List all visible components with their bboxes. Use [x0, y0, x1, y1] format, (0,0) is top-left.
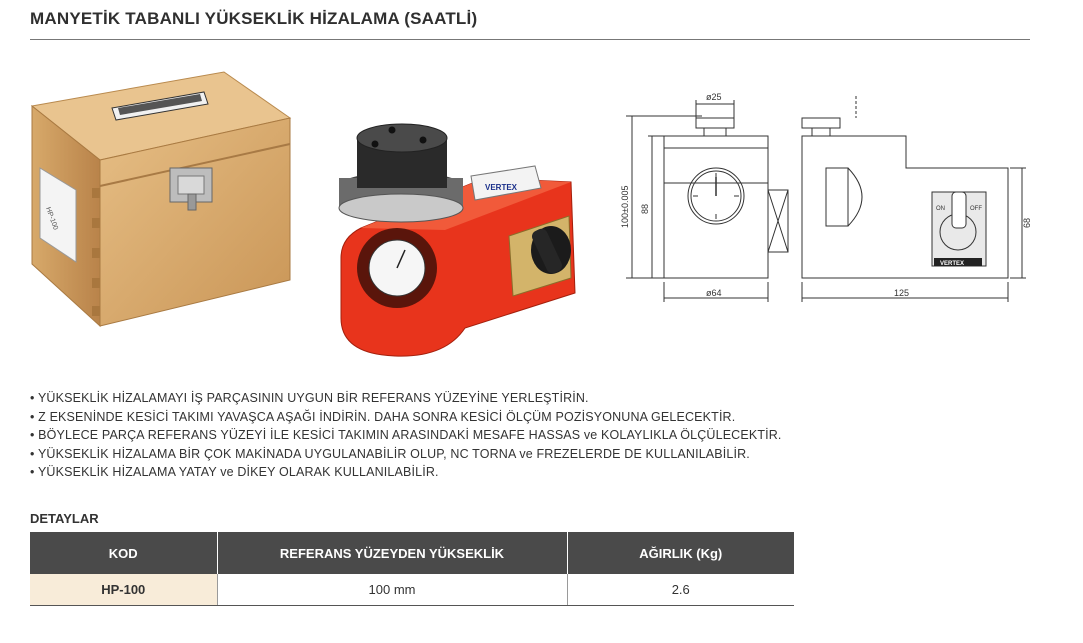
header-code: KOD [30, 532, 217, 574]
cell-code: HP-100 [30, 574, 217, 606]
dim-height-68: 68 [1022, 217, 1032, 228]
gauge-brand: VERTEX [485, 183, 518, 192]
page-title: MANYETİK TABANLI YÜKSEKLİK HİZALAMA (SAATLİ) [30, 9, 478, 28]
switch-off-label: OFF [970, 206, 982, 212]
header-height: REFERANS YÜZEYDEN YÜKSEKLİK [217, 532, 567, 574]
header-weight: AĞIRLIK (Kg) [567, 532, 794, 574]
table-header-row [30, 532, 794, 574]
list-item: • YÜKSEKLİK HİZALAMA BİR ÇOK MAKİNADA UYGULANABİLİR OLUP, NC TORNA ve FREZELERDE DE KULLANILABİLİR. [30, 445, 782, 464]
dim-height-88: 88 [640, 203, 650, 214]
dim-height-100: 100±0.005 [620, 185, 630, 228]
wooden-box-image [28, 68, 298, 330]
list-item: • BÖYLECE PARÇA REFERANS YÜZEYİ İLE KESİCİ TAKIMIN ARASINDAKİ MESAFE HASSAS ve KOLAYLIKLA ÖLÇÜLECEKTİR. [30, 426, 782, 445]
switch-on-label: ON [936, 206, 945, 212]
cell-weight: 2.6 [567, 574, 794, 606]
dim-diameter-64: ø64 [706, 288, 722, 298]
drawing-brand: VERTEX [940, 261, 965, 267]
box-label: HP-100 [44, 206, 59, 231]
title-divider [30, 39, 1030, 40]
details-table [30, 532, 794, 606]
dim-diameter-25: ø25 [706, 92, 722, 102]
table-row [30, 574, 794, 606]
list-item: • YÜKSEKLİK HİZALAMA YATAY ve DİKEY OLARAK KULLANILABİLİR. [30, 463, 782, 482]
details-heading: DETAYLAR [30, 511, 99, 526]
list-item: • YÜKSEKLİK HİZALAMAYI İŞ PARÇASININ UYGUN BİR REFERANS YÜZEYİNE YERLEŞTİRİN. [30, 389, 782, 408]
dim-length-125: 125 [894, 288, 910, 298]
height-setter-image [335, 118, 590, 360]
instructions-list [30, 389, 782, 482]
list-item: • Z EKSENİNDE KESİCİ TAKIMI YAVAŞCA AŞAĞI İNDİRİN. DAHA SONRA KESİCİ ÖLÇÜM POZİSYONUNA GELECEKTİR. [30, 408, 782, 427]
technical-drawing [610, 82, 1035, 307]
cell-height: 100 mm [217, 574, 567, 606]
